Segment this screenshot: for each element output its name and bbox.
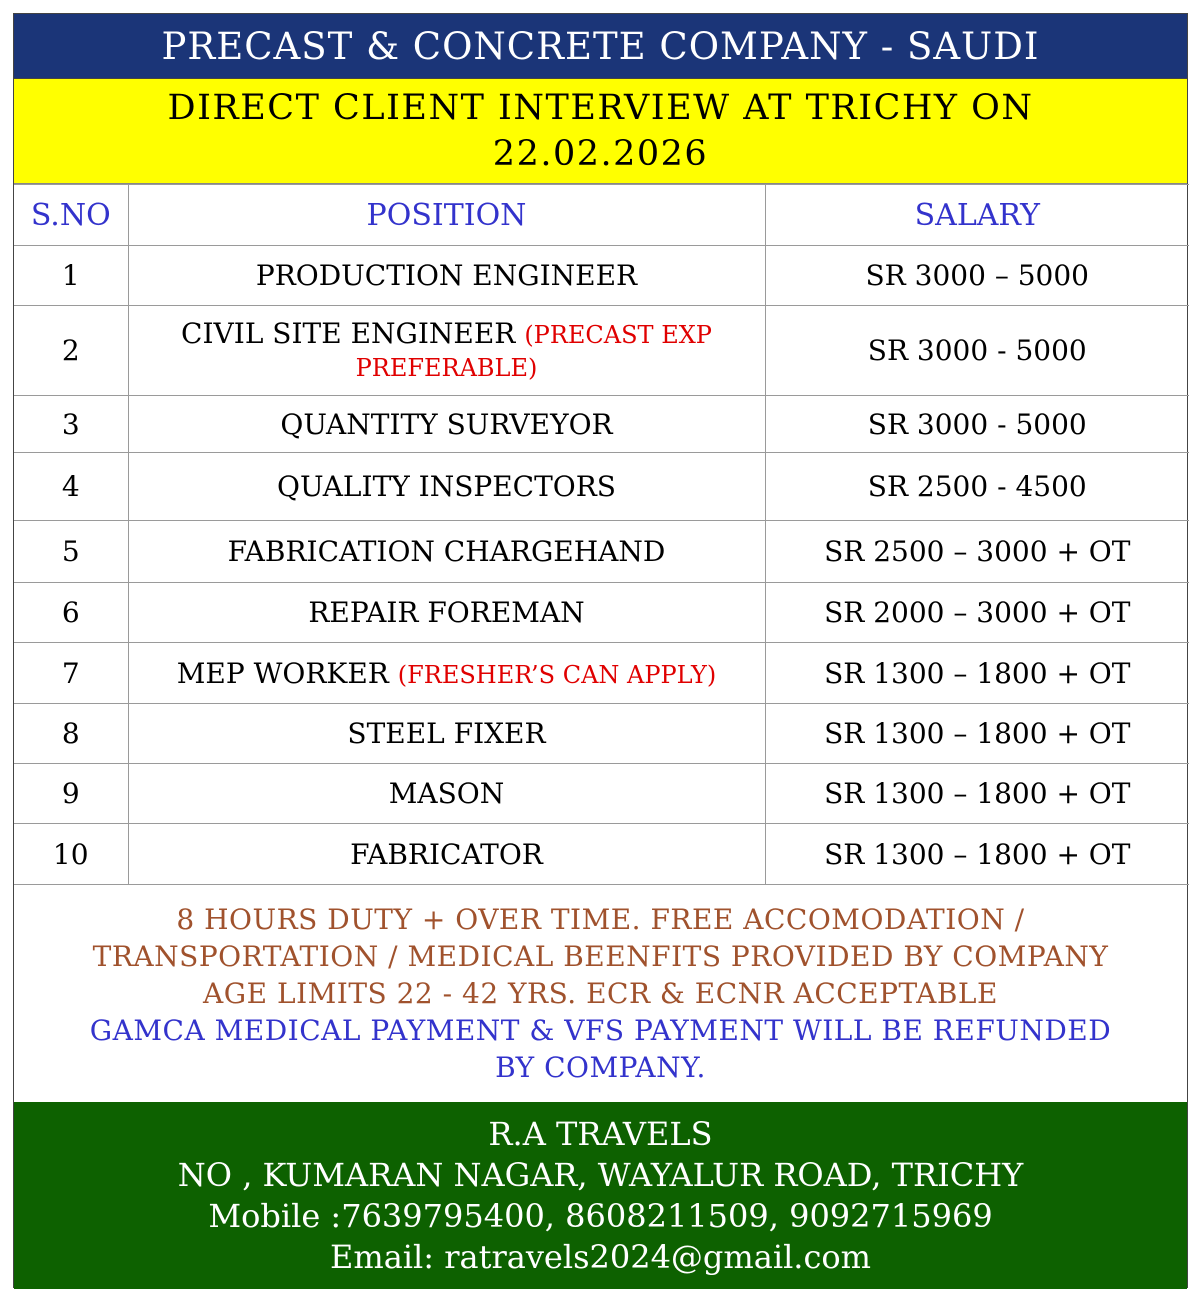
position-cell bbox=[128, 306, 765, 396]
job-poster bbox=[13, 13, 1188, 1288]
agency-mobile: Mobile :7639795400, 8608211509, 9092715969 bbox=[208, 1196, 993, 1235]
table-row bbox=[14, 246, 1189, 306]
sno-cell: 5 bbox=[14, 521, 128, 583]
salary-cell: SR 3000 - 5000 bbox=[765, 306, 1189, 396]
salary-cell: SR 2000 – 3000 + OT bbox=[765, 583, 1189, 643]
contact-block bbox=[14, 1102, 1187, 1289]
refund-line-2: BY COMPANY. bbox=[495, 1050, 706, 1084]
table-row bbox=[14, 643, 1189, 704]
table-row bbox=[14, 396, 1189, 453]
benefits-notes bbox=[14, 884, 1187, 1102]
table-row bbox=[14, 764, 1189, 824]
position-cell: FABRICATOR bbox=[128, 824, 765, 885]
sno-cell: 8 bbox=[14, 704, 128, 764]
position-name: CIVIL SITE ENGINEER bbox=[181, 316, 516, 350]
position-cell: QUANTITY SURVEYOR bbox=[128, 396, 765, 453]
position-cell: REPAIR FOREMAN bbox=[128, 583, 765, 643]
salary-cell: SR 1300 – 1800 + OT bbox=[765, 643, 1189, 704]
table-row bbox=[14, 306, 1189, 396]
sno-cell: 7 bbox=[14, 643, 128, 704]
sno-cell: 1 bbox=[14, 246, 128, 306]
sno-cell: 10 bbox=[14, 824, 128, 885]
table-row bbox=[14, 453, 1189, 521]
sno-cell: 4 bbox=[14, 453, 128, 521]
sno-cell: 9 bbox=[14, 764, 128, 824]
position-cell: FABRICATION CHARGEHAND bbox=[128, 521, 765, 583]
interview-banner bbox=[14, 79, 1187, 184]
salary-cell: SR 3000 - 5000 bbox=[765, 396, 1189, 453]
position-cell bbox=[128, 643, 765, 704]
agency-address: NO , KUMARAN NAGAR, WAYALUR ROAD, TRICHY bbox=[177, 1155, 1024, 1194]
salary-cell: SR 3000 – 5000 bbox=[765, 246, 1189, 306]
positions-table bbox=[14, 184, 1189, 885]
position-cell: PRODUCTION ENGINEER bbox=[128, 246, 765, 306]
interview-date: 22.02.2026 bbox=[492, 134, 709, 174]
table-row bbox=[14, 583, 1189, 643]
salary-cell: SR 1300 – 1800 + OT bbox=[765, 824, 1189, 885]
refund-line-1: GAMCA MEDICAL PAYMENT & VFS PAYMENT WILL BE REFUNDED bbox=[89, 1013, 1112, 1047]
position-cell: STEEL FIXER bbox=[128, 704, 765, 764]
sno-cell: 2 bbox=[14, 306, 128, 396]
table-row bbox=[14, 824, 1189, 885]
sno-header: S.NO bbox=[14, 185, 128, 246]
position-header: POSITION bbox=[128, 185, 765, 246]
salary-cell: SR 2500 – 3000 + OT bbox=[765, 521, 1189, 583]
position-cell: QUALITY INSPECTORS bbox=[128, 453, 765, 521]
benefits-line-1: 8 HOURS DUTY + OVER TIME. FREE ACCOMODATION / bbox=[176, 902, 1025, 936]
sno-cell: 3 bbox=[14, 396, 128, 453]
sno-cell: 6 bbox=[14, 583, 128, 643]
interview-banner-line1: DIRECT CLIENT INTERVIEW AT TRICHY ON bbox=[167, 88, 1034, 128]
salary-cell: SR 2500 - 4500 bbox=[765, 453, 1189, 521]
agency-email: Email: ratravels2024@gmail.com bbox=[330, 1237, 871, 1276]
table-row bbox=[14, 704, 1189, 764]
salary-cell: SR 1300 – 1800 + OT bbox=[765, 704, 1189, 764]
position-note: (PRECAST EXP PREFERABLE) bbox=[355, 320, 712, 382]
position-name: MEP WORKER bbox=[176, 656, 389, 690]
table-header-row bbox=[14, 185, 1189, 246]
table-row bbox=[14, 521, 1189, 583]
company-title: PRECAST & CONCRETE COMPANY - SAUDI bbox=[14, 14, 1187, 79]
benefits-line-2: TRANSPORTATION / MEDICAL BEENFITS PROVIDED BY COMPANY bbox=[92, 939, 1109, 973]
agency-name: R.A TRAVELS bbox=[488, 1114, 713, 1153]
age-limit-line: AGE LIMITS 22 - 42 YRS. ECR & ECNR ACCEPTABLE bbox=[203, 976, 998, 1010]
position-cell: MASON bbox=[128, 764, 765, 824]
position-note: (FRESHER’S CAN APPLY) bbox=[397, 660, 717, 689]
salary-header: SALARY bbox=[765, 185, 1189, 246]
salary-cell: SR 1300 – 1800 + OT bbox=[765, 764, 1189, 824]
